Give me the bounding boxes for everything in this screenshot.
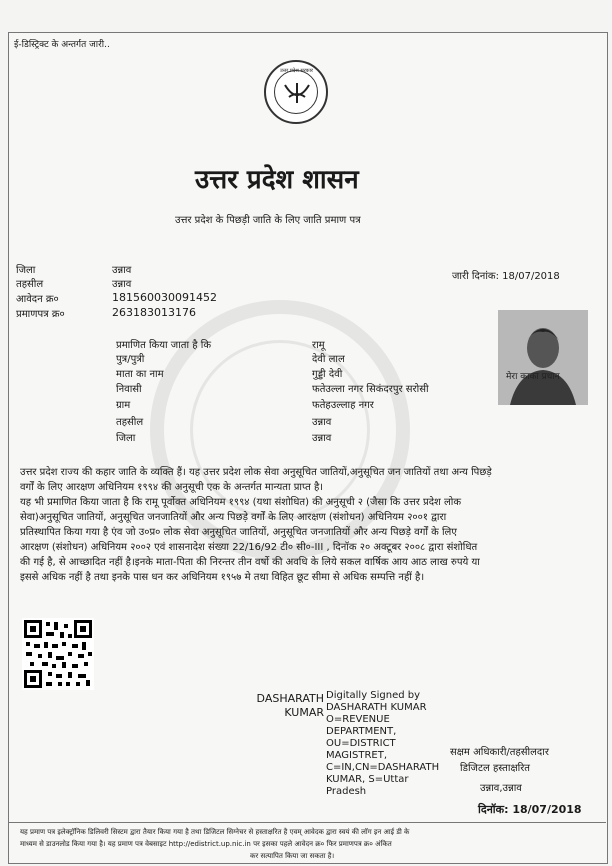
body-line: सेवा)अनुसूचित जातियों, अनुसूचित जनजातियों और अन्य पिछड़े वर्गों के लिए आरक्षण (संशोधन) अधिनियम २००१ द्वारा [20,512,447,523]
body-line: प्रतिस्थापित किया गया है एंव जो उ०प्र० लोक सेवा अनुसूचित जातियों, अनुसूचित जनजातियों और अन्य पिछड़े वर्गों के लिए [20,527,457,538]
footer-line: कर सत्यापित किया जा सकता है। [250,852,335,860]
signer-name-line: KUMAR [284,706,324,719]
district-label: जिला [16,265,36,276]
issue-date: जारी दिनांक: 18/07/2018 [452,271,560,282]
person-portrait-icon [498,310,588,405]
detail-district-label: जिला [116,433,136,444]
tehsil-value: उन्नाव [112,279,132,290]
footer-note [20,826,600,862]
digital-sign-line: O=REVENUE [326,714,390,725]
application-label: आवेदन क्र० [16,294,59,305]
application-number: 181560030091452 [112,291,217,304]
sign-date: दिनॉक: 18/07/2018 [478,803,582,816]
body-line: की गई है, से आच्छादित नहीं है।इनके माता-पिता की निरन्तर तीन वर्षो की अवधि के लिये सकल वार्षिक आय आठ लाख रुपये या [20,557,480,568]
footer-divider [8,822,606,823]
body-line: आरक्षण (संशोधन) अधिनियम २००२ एवं शासनादेश संख्या 22/16/92 टी० सी०-III , दिनॉक २० अक्टूबर २००८ द्वारा संशोधित [20,542,478,553]
digital-sign-line: DASHARATH KUMAR [326,702,427,713]
body-line: उत्तर प्रदेश राज्य की कहार जाति के व्यक्ति हैं। यह उत्तर प्रदेश लोक सेवा अनुसूचित जातियों,अनुसूचित जन जातियों तथा अन्य पिछड़े [20,467,492,478]
footer-line: माध्यम से डाउनलोड किया गया है। यह प्रमाण पत्र वेबसाइट http://edistrict.up.nic.in पर इसका पहले आवेदन क्र० फिर प्रमाणपत्र क्र० अंकित [20,840,392,848]
authority-title: सक्षम अधिकारी/तहसीलदार [450,747,549,758]
digital-sign-line: Pradesh [326,786,367,797]
mother-value: गुड्डी देवी [312,369,343,380]
up-government-emblem [264,60,328,124]
detail-district-value: उन्नाव [312,433,332,444]
certify-value: रामू [312,340,325,351]
village-label: ग्राम [116,400,131,411]
parent-value: देवी लाल [312,354,345,365]
page-subtitle: उत्तर प्रदेश के पिछड़ी जाति के लिए जाति प्रमाण पत्र [175,215,361,226]
qr-code-icon [22,618,94,690]
digital-sign-line: OU=DISTRICT [326,738,396,749]
body-line: यह भी प्रमाणित किया जाता है कि रामू पूर्वोक्त अधिनियम १९९४ (यथा संशोधित) की अनुसूची २ (जैसा कि उत्तर प्रदेश लोक [20,497,462,508]
certificate-label: प्रमाणपत्र क्र० [16,309,65,320]
digital-sign-line: C=IN,CN=DASHARATH [326,762,440,773]
footer-line: यह प्रमाण पत्र इलेक्ट्रॉनिक डिलिवरी सिस्टम द्वारा तैयार किया गया है तथा डिजिटल सिग्नेचर से हस्ताक्षरित है एवम् आवेदक द्वारा स्वयं की लॉग इन आई डी के [20,828,410,836]
village-value: फतेहउल्लाह नगर [312,400,374,411]
detail-tehsil-label: तहसील [116,417,144,428]
district-value: उन्नाव [112,265,132,276]
body-line: वर्गों के लिए आरक्षण अधिनियम १९९४ की अनुसूची एक के अन्तर्गत मान्यता प्राप्त है। [20,482,324,493]
certify-label: प्रमाणित किया जाता है कि [116,340,212,351]
digital-signature-block [326,690,439,798]
digital-sign-line: MAGISTRET, [326,750,388,761]
resident-value: फतेउल्ला नगर सिकंदरपुर सरोसी [312,384,429,395]
page-title: उत्तर प्रदेश शासन [195,165,359,195]
certificate-number: 263183013176 [112,306,196,319]
photo-caption: मेरा काका प्रधान [506,372,560,382]
resident-label: निवासी [116,384,142,395]
signer-name [246,692,324,720]
digital-sign-line: DEPARTMENT, [326,726,397,737]
digital-sign-label: डिजिटल हस्ताक्षरित [460,763,530,774]
emblem-bow-fish-icon [275,71,319,115]
mother-label: माता का नाम [116,369,164,380]
parent-label: पुत्र/पुत्री [116,354,145,365]
digital-sign-line: Digitally Signed by [326,690,421,701]
signer-name-line: DASHARATH [256,692,324,705]
sign-place: उन्नाव,उन्नाव [480,783,522,794]
emblem-inner-ring [274,70,318,114]
digital-sign-line: KUMAR, S=Uttar [326,774,409,785]
body-line: इससे अधिक नहीं है तथा इनके पास धन कर अधिनियम १९५७ मे तथा विहित छूट सीमा से अधिक सम्पत्ति नहीं है। [20,572,425,583]
qr-code [22,618,94,690]
header-note: ई-डिस्ट्रिक्ट के अन्तर्गत जारी.. [14,40,110,50]
detail-tehsil-value: उन्नाव [312,417,332,428]
certificate-body [20,465,585,585]
applicant-photo [498,310,588,405]
emblem-text: उत्तर प्रदेश सरकार [280,68,313,74]
tehsil-label: तहसील [16,279,44,290]
